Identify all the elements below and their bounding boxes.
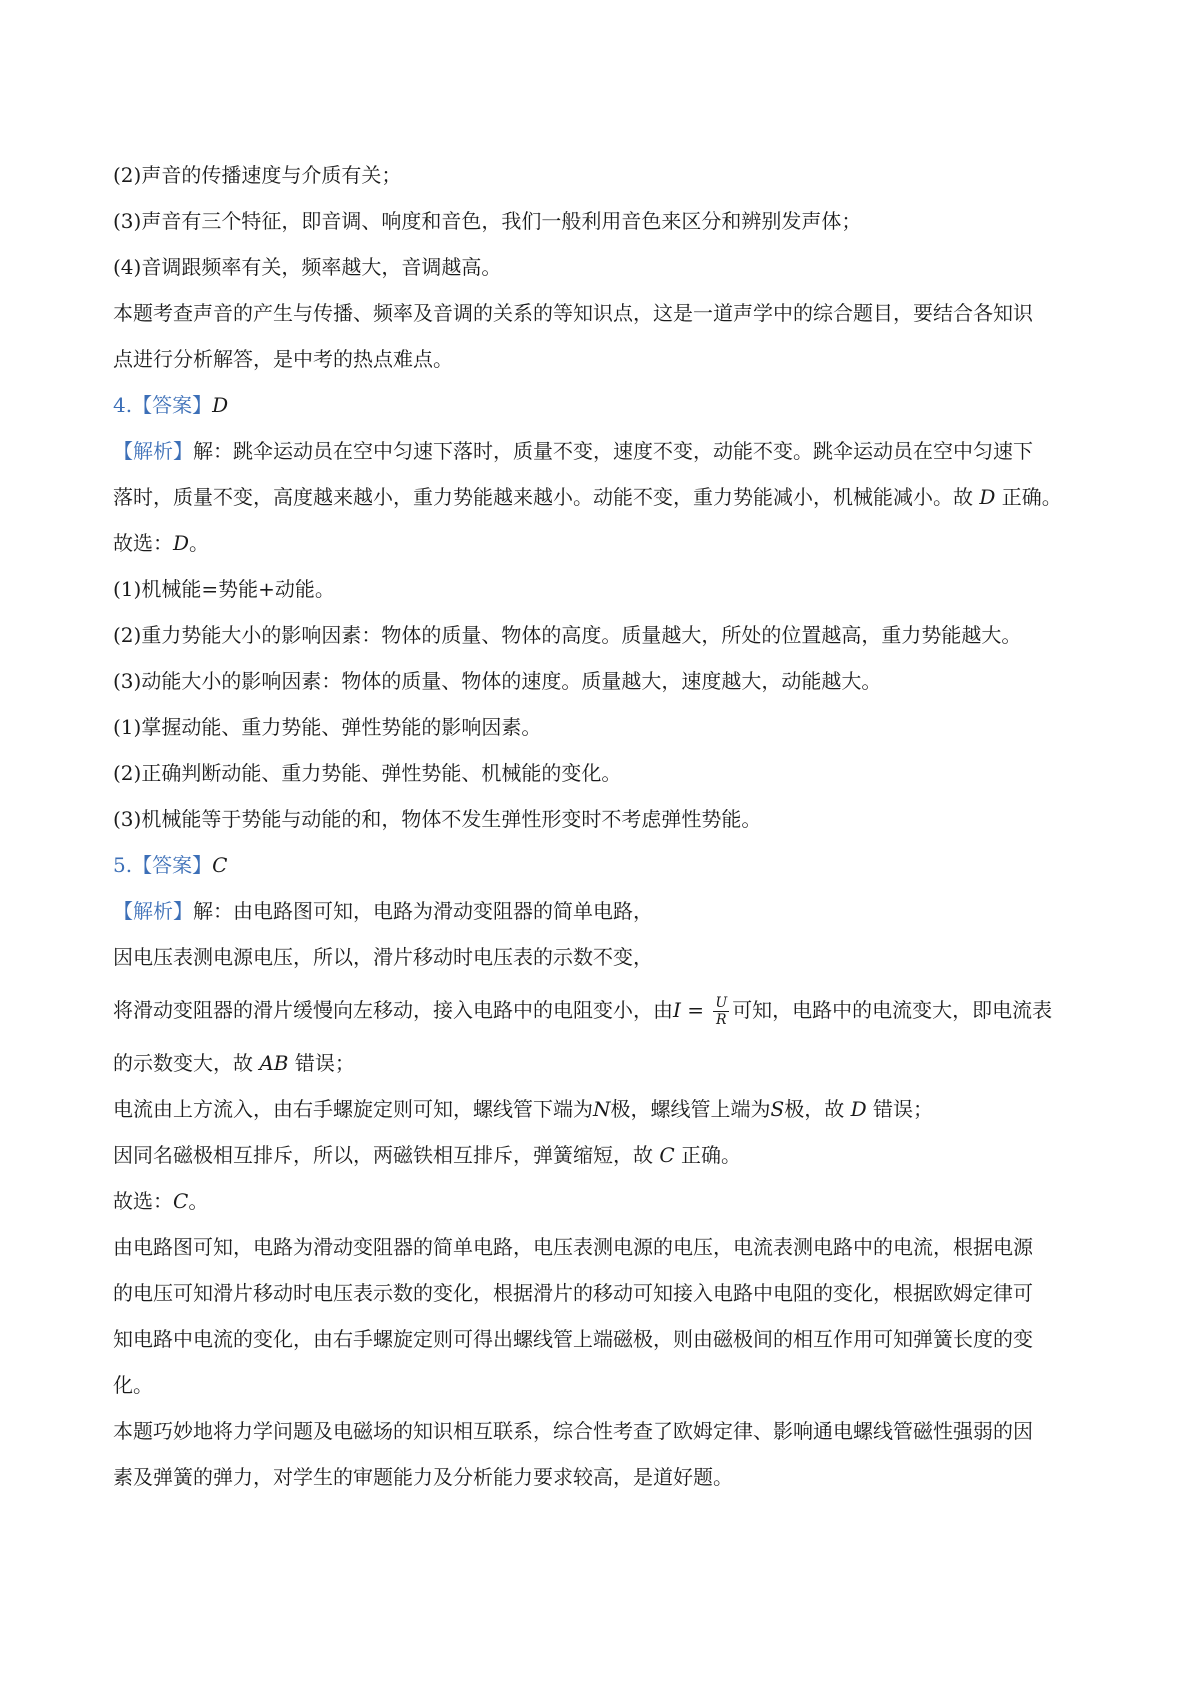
text-line	[113, 1178, 1083, 1224]
answer-value: D	[212, 393, 229, 417]
text-line	[113, 474, 1083, 520]
text-line	[113, 1132, 1083, 1178]
text-segment: 故选：	[113, 531, 173, 555]
explanation-tag: 【解析】	[113, 899, 193, 923]
text-line: 因电压表测电源电压，所以，滑片移动时电压表的示数不变，	[113, 945, 653, 969]
math-variable: S	[770, 1097, 785, 1121]
math-variable: D	[850, 1097, 867, 1121]
text-line: (3)声音有三个特征，即音调、响度和音色，我们一般利用音色来区分和辨别发声体；	[113, 209, 862, 233]
q4-answer-line	[113, 382, 1083, 428]
math-variable: AB	[259, 1051, 289, 1075]
text-segment: 可知，电路中的电流变大，即电流表	[732, 998, 1053, 1022]
text-segment: 解：跳伞运动员在空中匀速下落时，质量不变，速度不变，动能不变。跳伞运动员在空中匀速下	[193, 439, 1033, 463]
answer-value: C	[212, 853, 228, 877]
text-line: (4)音调跟频率有关，频率越大，音调越高。	[113, 255, 502, 279]
text-segment: 电流由上方流入，由右手螺旋定则可知，螺线管下端为	[113, 1097, 593, 1121]
text-line: (2)正确判断动能、重力势能、弹性势能、机械能的变化。	[113, 761, 622, 785]
math-variable: C	[659, 1143, 675, 1167]
answer-content	[113, 152, 1083, 1500]
math-variable: I =	[673, 998, 711, 1022]
text-line: (1)机械能=势能+动能。	[113, 577, 335, 601]
question-number: 5.	[113, 853, 133, 877]
text-line: 知电路中电流的变化，由右手螺旋定则可得出螺线管上端磁极，则由磁极间的相互作用可知弹簧长度的变	[113, 1327, 1033, 1351]
text-line: 的电压可知滑片移动时电压表示数的变化，根据滑片的移动可知接入电路中电阻的变化，根据欧姆定律可	[113, 1281, 1033, 1305]
text-segment: 。	[188, 1189, 209, 1213]
text-segment: 落时，质量不变，高度越来越小，重力势能越来越小。动能不变，重力势能减小，机械能减小。故	[113, 485, 973, 509]
text-segment: 因同名磁极相互排斥，所以，两磁铁相互排斥，弹簧缩短，故	[113, 1143, 653, 1167]
text-line	[113, 520, 1083, 566]
q5-answer-line	[113, 842, 1083, 888]
text-line: (2)重力势能大小的影响因素：物体的质量、物体的高度。质量越大，所处的位置越高，重力势能越大。	[113, 623, 1022, 647]
text-segment: 错误；	[294, 1051, 355, 1075]
text-segment: 的示数变大，故	[113, 1051, 253, 1075]
text-line: 点进行分析解答，是中考的热点难点。	[113, 347, 453, 371]
fraction-numerator: U	[715, 995, 728, 1011]
math-variable: C	[173, 1189, 189, 1213]
text-segment: 故选：	[113, 1189, 173, 1213]
text-segment: 解：由电路图可知，电路为滑动变阻器的简单电路，	[193, 899, 653, 923]
text-line: 由电路图可知，电路为滑动变阻器的简单电路，电压表测电源的电压，电流表测电路中的电流，根据电源	[113, 1235, 1033, 1259]
text-line: (3)机械能等于势能与动能的和，物体不发生弹性形变时不考虑弹性势能。	[113, 807, 762, 831]
math-variable: D	[173, 531, 190, 555]
text-segment: 极，故	[784, 1097, 845, 1121]
formula-line	[113, 980, 1083, 1040]
text-line	[113, 1040, 1083, 1086]
math-variable: N	[593, 1097, 611, 1121]
text-segment: 将滑动变阻器的滑片缓慢向左移动，接入电路中的电阻变小，由	[113, 998, 673, 1022]
fraction-denominator: R	[716, 1012, 727, 1028]
text-segment: 。	[189, 531, 210, 555]
answer-tag: 【答案】	[132, 393, 213, 417]
text-line: (2)声音的传播速度与介质有关；	[113, 163, 402, 187]
text-line: 本题巧妙地将力学问题及电磁场的知识相互联系，综合性考查了欧姆定律、影响通电螺线管磁性强弱的因	[113, 1419, 1033, 1443]
text-line: (3)动能大小的影响因素：物体的质量、物体的速度。质量越大，速度越大，动能越大。	[113, 669, 882, 693]
q4-explanation-line	[113, 428, 1083, 474]
question-number: 4.	[113, 393, 133, 417]
text-line: 化。	[113, 1373, 153, 1397]
text-line: (1)掌握动能、重力势能、弹性势能的影响因素。	[113, 715, 542, 739]
math-variable: D	[979, 485, 996, 509]
fraction-u-over-r	[713, 995, 729, 1028]
text-segment: 极，螺线管上端为	[610, 1097, 771, 1121]
answer-tag: 【答案】	[132, 853, 213, 877]
text-line	[113, 1086, 1083, 1132]
text-line: 本题考查声音的产生与传播、频率及音调的关系的等知识点，这是一道声学中的综合题目，要结合各知识	[113, 301, 1033, 325]
text-segment: 正确。	[681, 1143, 742, 1167]
explanation-tag: 【解析】	[113, 439, 193, 463]
text-segment: 正确。	[1001, 485, 1062, 509]
q5-explanation-line	[113, 888, 1083, 934]
text-segment: 错误；	[872, 1097, 933, 1121]
text-line: 素及弹簧的弹力，对学生的审题能力及分析能力要求较高，是道好题。	[113, 1465, 733, 1489]
